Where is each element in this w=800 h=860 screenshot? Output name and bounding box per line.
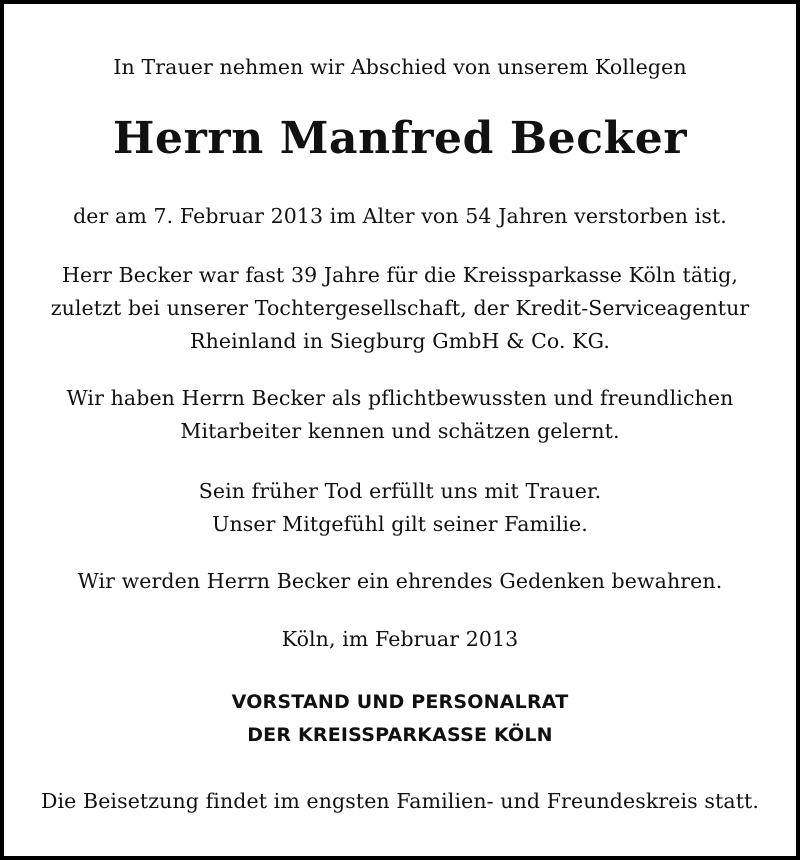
signatory-line: DER KREISSPARKASSE KÖLN	[247, 724, 553, 746]
career-line: Herr Becker war fast 39 Jahre für die Kreissparkasse Köln tätig,	[62, 263, 738, 287]
grief-line: Unser Mitgefühl gilt seiner Familie.	[212, 512, 588, 536]
place-date: Köln, im Februar 2013	[281, 627, 519, 651]
appreciation-line: Mitarbeiter kennen und schätzen gelernt.	[180, 419, 620, 443]
signatory-line: VORSTAND UND PERSONALRAT	[231, 691, 569, 713]
intro-text: In Trauer nehmen wir Abschied von unserem Kollegen	[113, 55, 687, 79]
deceased-name: Herrn Manfred Becker	[112, 113, 688, 164]
remembrance-text: Wir werden Herrn Becker ein ehrendes Gedenken bewahren.	[77, 569, 723, 593]
death-date-text: der am 7. Februar 2013 im Alter von 54 Jahren verstorben ist.	[73, 204, 727, 228]
grief-line: Sein früher Tod erfüllt uns mit Trauer.	[198, 479, 602, 503]
appreciation-line: Wir haben Herrn Becker als pflichtbewussten und freundlichen	[66, 386, 734, 410]
burial-note: Die Beisetzung findet im engsten Familien- und Freundeskreis statt.	[40, 789, 759, 813]
career-line: zuletzt bei unserer Tochtergesellschaft, der Kredit-Serviceagentur	[50, 296, 750, 320]
career-line: Rheinland in Siegburg GmbH & Co. KG.	[190, 329, 610, 353]
